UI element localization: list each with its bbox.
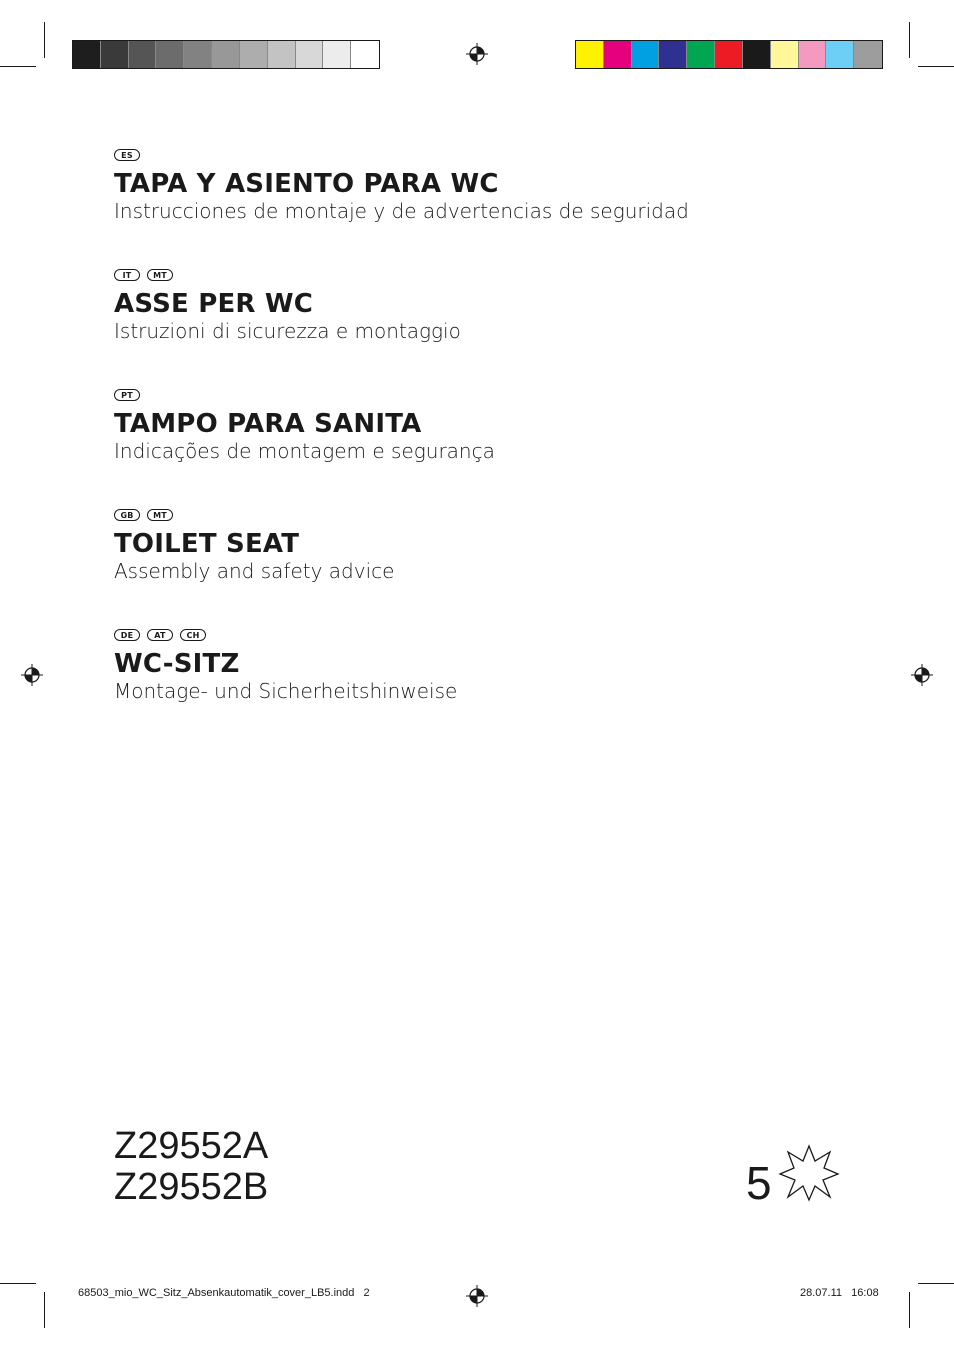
language-badges — [114, 389, 495, 403]
crop-mark — [909, 22, 910, 58]
registration-mark-icon — [911, 664, 933, 686]
product-title: ASSE PER WC — [114, 289, 314, 319]
color-swatch — [156, 41, 184, 68]
color-swatch — [129, 41, 157, 68]
color-swatch — [240, 41, 268, 68]
registration-mark-icon — [21, 664, 43, 686]
language-badge: IT — [114, 269, 140, 281]
language-badge: ES — [114, 149, 140, 161]
language-section — [114, 269, 461, 343]
color-swatch — [632, 41, 660, 68]
color-swatch — [351, 41, 379, 68]
product-subtitle: Istruzioni di sicurezza e montaggio — [114, 319, 461, 343]
product-title: TAMPO PARA SANITA — [114, 409, 422, 439]
color-swatch — [101, 41, 129, 68]
color-swatch — [826, 41, 854, 68]
color-swatch — [268, 41, 296, 68]
grayscale-calibration-bar — [72, 40, 380, 69]
language-section — [114, 509, 394, 583]
footer-filename: 68503_mio_WC_Sitz_Absenkautomatik_cover_LB5.indd 2 — [78, 1287, 370, 1299]
language-badges — [114, 509, 394, 523]
registration-mark-icon — [466, 43, 488, 65]
color-swatch — [73, 41, 101, 68]
product-title: TOILET SEAT — [114, 529, 300, 559]
crop-mark — [918, 66, 954, 67]
color-calibration-bar — [575, 40, 883, 69]
color-swatch — [799, 41, 827, 68]
color-swatch — [659, 41, 687, 68]
color-swatch — [576, 41, 604, 68]
language-badges — [114, 149, 689, 163]
language-badge: CH — [180, 629, 206, 641]
crop-mark — [909, 1292, 910, 1328]
model-number: Z29552B — [114, 1166, 269, 1208]
language-badges — [114, 269, 461, 283]
product-subtitle: Indicações de montagem e segurança — [114, 439, 495, 463]
color-swatch — [604, 41, 632, 68]
color-swatch — [687, 41, 715, 68]
starburst-icon — [778, 1144, 840, 1202]
language-badge: MT — [147, 509, 173, 521]
language-section — [114, 389, 495, 463]
color-swatch — [212, 41, 240, 68]
color-swatch — [771, 41, 799, 68]
language-badge: DE — [114, 629, 140, 641]
warranty-years: 5 — [746, 1157, 772, 1209]
crop-mark — [918, 1283, 954, 1284]
product-title: WC-SITZ — [114, 649, 240, 679]
crop-mark — [44, 22, 45, 58]
color-swatch — [854, 41, 882, 68]
product-subtitle: Montage- und Sicherheitshinweise — [114, 679, 458, 703]
language-badges — [114, 629, 457, 643]
footer-date: 28.07.11 16:08 — [800, 1287, 879, 1299]
color-swatch — [323, 41, 351, 68]
product-subtitle: Instrucciones de montaje y de advertencias de seguridad — [114, 199, 689, 223]
language-badge: GB — [114, 509, 140, 521]
language-badge: AT — [147, 629, 173, 641]
crop-mark — [0, 66, 36, 67]
color-swatch — [715, 41, 743, 68]
product-title: TAPA Y ASIENTO PARA WC — [114, 169, 499, 199]
color-swatch — [296, 41, 324, 68]
color-swatch — [743, 41, 771, 68]
color-swatch — [184, 41, 212, 68]
product-subtitle: Assembly and safety advice — [114, 559, 395, 583]
model-number: Z29552A — [114, 1125, 269, 1167]
language-section — [114, 149, 689, 223]
crop-mark — [0, 1283, 36, 1284]
language-badge: PT — [114, 389, 140, 401]
language-section — [114, 629, 457, 703]
language-badge: MT — [147, 269, 173, 281]
registration-mark-icon — [466, 1285, 488, 1307]
crop-mark — [44, 1292, 45, 1328]
